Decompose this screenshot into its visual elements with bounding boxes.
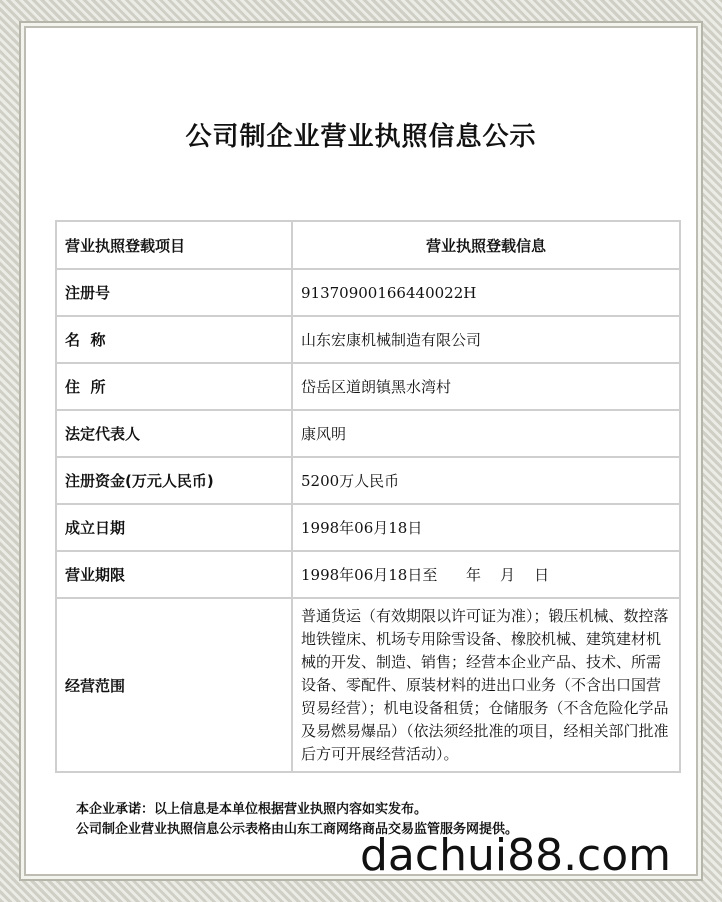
row-value-capital: 5200万人民币: [292, 457, 680, 504]
table-row: [56, 551, 680, 598]
table-row: [56, 410, 680, 457]
license-info-table: [55, 220, 681, 773]
row-label-legal-rep: 法定代表人: [56, 410, 292, 457]
row-value-address: 岱岳区道朗镇黑水湾村: [292, 363, 680, 410]
row-label-reg-no: 注册号: [56, 269, 292, 316]
row-value-reg-no: 91370900166440022H: [292, 269, 680, 316]
table-row: [56, 269, 680, 316]
table-row: [56, 504, 680, 551]
watermark-text: dachui88.com: [360, 830, 672, 881]
footer-commitment: 本企业承诺：以上信息是本单位根据营业执照内容如实发布。: [76, 802, 428, 817]
table-row-scope: [56, 598, 680, 772]
row-value-scope: 普通货运（有效期限以许可证为准）；锻压机械、数控落地铁镗床、机场专用除雪设备、橡胶机械、建筑建材机械的开发、制造、销售；经营本企业产品、技术、所需设备、零配件、原装材料的进出口业务（不含出口国营贸易经营）；机电设备租赁；仓储服务（不含危险化学品及易燃易爆品）（依法须经批准的项目，经相关部门批准后方可开展经营活动）。: [292, 598, 680, 772]
row-label-term: 营业期限: [56, 551, 292, 598]
row-label-scope: 经营范围: [56, 598, 292, 772]
header-item: 营业执照登载项目: [56, 221, 292, 269]
table-row: [56, 363, 680, 410]
table-row: [56, 316, 680, 363]
page-title: 公司制企业营业执照信息公示: [185, 122, 537, 152]
row-label-capital: 注册资金(万元人民币): [56, 457, 292, 504]
row-value-name: 山东宏康机械制造有限公司: [292, 316, 680, 363]
row-value-legal-rep: 康风明: [292, 410, 680, 457]
row-value-founded: 1998年06月18日: [292, 504, 680, 551]
row-value-term: 1998年06月18日至 年 月 日: [292, 551, 680, 598]
header-info: 营业执照登载信息: [292, 221, 680, 269]
row-label-address: 住 所: [56, 363, 292, 410]
footer-source: 公司制企业营业执照信息公示表格由山东工商网络商品交易监管服务网提供。: [76, 822, 519, 837]
row-label-name: 名 称: [56, 316, 292, 363]
table-row: [56, 457, 680, 504]
table-header-row: [56, 221, 680, 269]
row-label-founded: 成立日期: [56, 504, 292, 551]
